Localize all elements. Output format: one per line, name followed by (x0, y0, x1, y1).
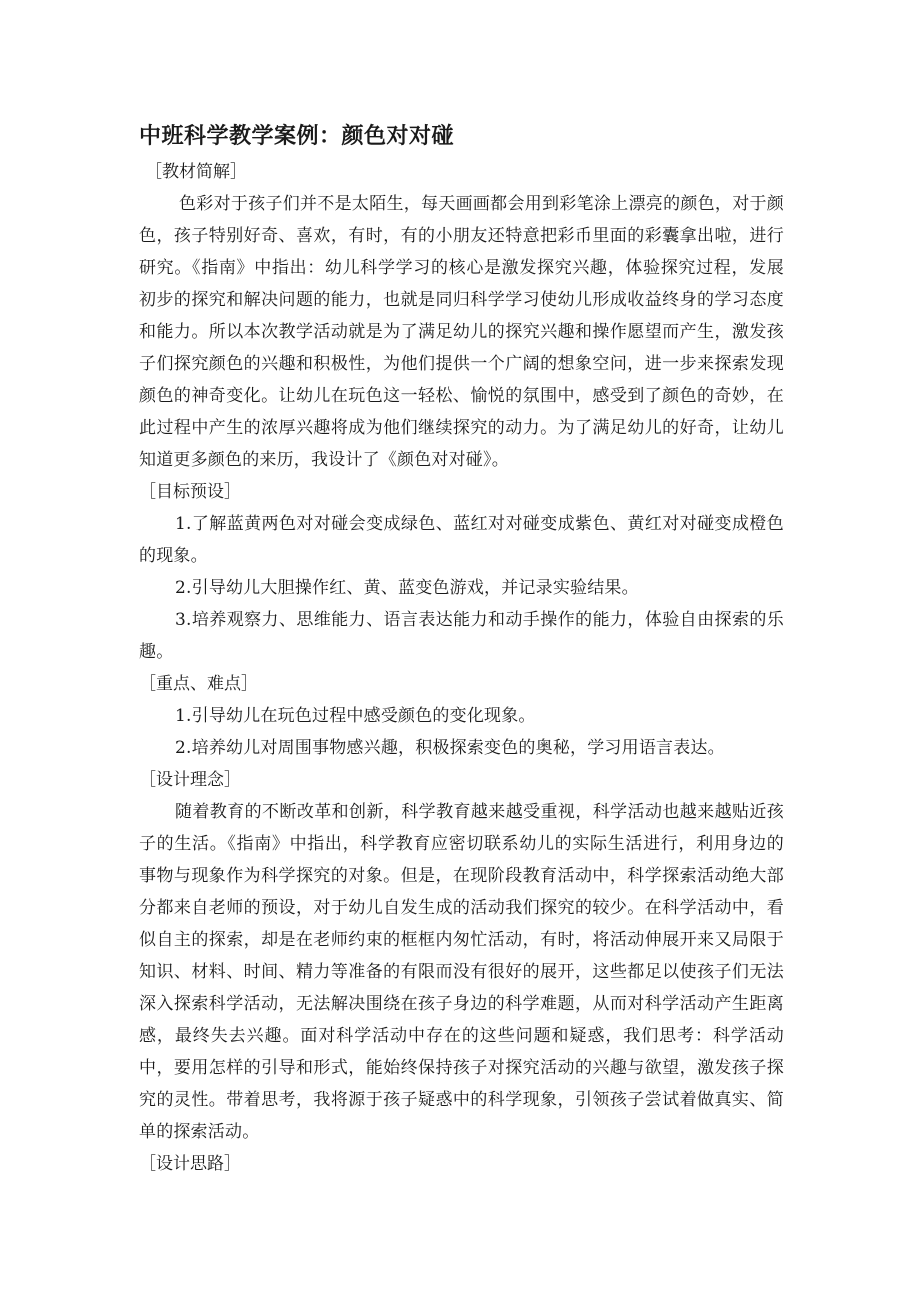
section-paragraph: 3.培养观察力、思维能力、语言表达能力和动手操作的能力，体验自由探索的乐趣。 (139, 610, 784, 662)
section-heading-goals: ［目标预设］ (139, 482, 241, 502)
section-heading-design-concept: ［设计理念］ (139, 770, 241, 790)
section-paragraph: 1.了解蓝黄两色对对碰会变成绿色、蓝红对对碰变成紫色、黄红对对碰变成橙色的现象。 (139, 514, 784, 566)
section-paragraph: 1.引导幼儿在玩色过程中感受颜色的变化现象。 (175, 706, 536, 726)
section-heading-materials: ［教材简解］ (145, 162, 247, 182)
document-body (139, 118, 784, 1180)
section-paragraph: 2.引导幼儿大胆操作红、黄、蓝变色游戏，并记录实验结果。 (175, 578, 639, 598)
section-paragraph: 随着教育的不断改革和创新，科学教育越来越受重视，科学活动也越来越贴近孩子的生活。《指南》中指出，科学教育应密切联系幼儿的实际生活进行，利用身边的事物与现象作为科学探究的对象。但是，在现阶段教育活动中，科学探索活动绝大部分都来自老师的预设，对于幼儿自发生成的活动我们探究的较少。在科学活动中，看似自主的探索，却是在老师约束的框框内匆忙活动，有时，将活动伸展开来又局限于知识、材料、时间、精力等准备的有限而没有很好的展开，这些都足以使孩子们无法深入探索科学活动，无法解决围绕在孩子身边的科学难题，从而对科学活动产生距离感，最终失去兴趣。面对科学活动中存在的这些问题和疑惑，我们思考：科学活动中，要用怎样的引导和形式，能始终保持孩子对探究活动的兴趣与欲望，激发孩子探究的灵性。带着思考，我将源于孩子疑惑中的科学现象，引领孩子尝试着做真实、简单的探索活动。 (139, 802, 784, 1142)
section-heading-key-points: ［重点、难点］ (139, 674, 258, 694)
section-paragraph: 2.培养幼儿对周围事物感兴趣，积极探索变色的奥秘，学习用语言表达。 (175, 738, 725, 758)
section-paragraph: 色彩对于孩子们并不是太陌生，每天画画都会用到彩笔涂上漂亮的颜色，对于颜色，孩子特别好奇、喜欢，有时，有的小朋友还特意把彩币里面的彩囊拿出啦，进行研究。《指南》中指出：幼儿科学学习的核心是激发探究兴趣，体验探究过程，发展初步的探究和解决问题的能力，也就是同归科学学习使幼儿形成收益终身的学习态度和能力。所以本次教学活动就是为了满足幼儿的探究兴趣和操作愿望而产生，激发孩子们探究颜色的兴趣和积极性，为他们提供一个广阔的想象空问，进一步来探索发现颜色的神奇变化。让幼儿在玩色这一轻松、愉悦的氛围中，感受到了颜色的奇妙，在此过程中产生的浓厚兴趣将成为他们继续探究的动力。为了满足幼儿的好奇，让幼儿知道更多颜色的来历，我设计了《颜色对对碰》。 (139, 194, 784, 470)
document-title: 中班科学教学案例：颜色对对碰 (139, 124, 455, 149)
section-heading-design-ideas: ［设计思路］ (139, 1154, 241, 1174)
